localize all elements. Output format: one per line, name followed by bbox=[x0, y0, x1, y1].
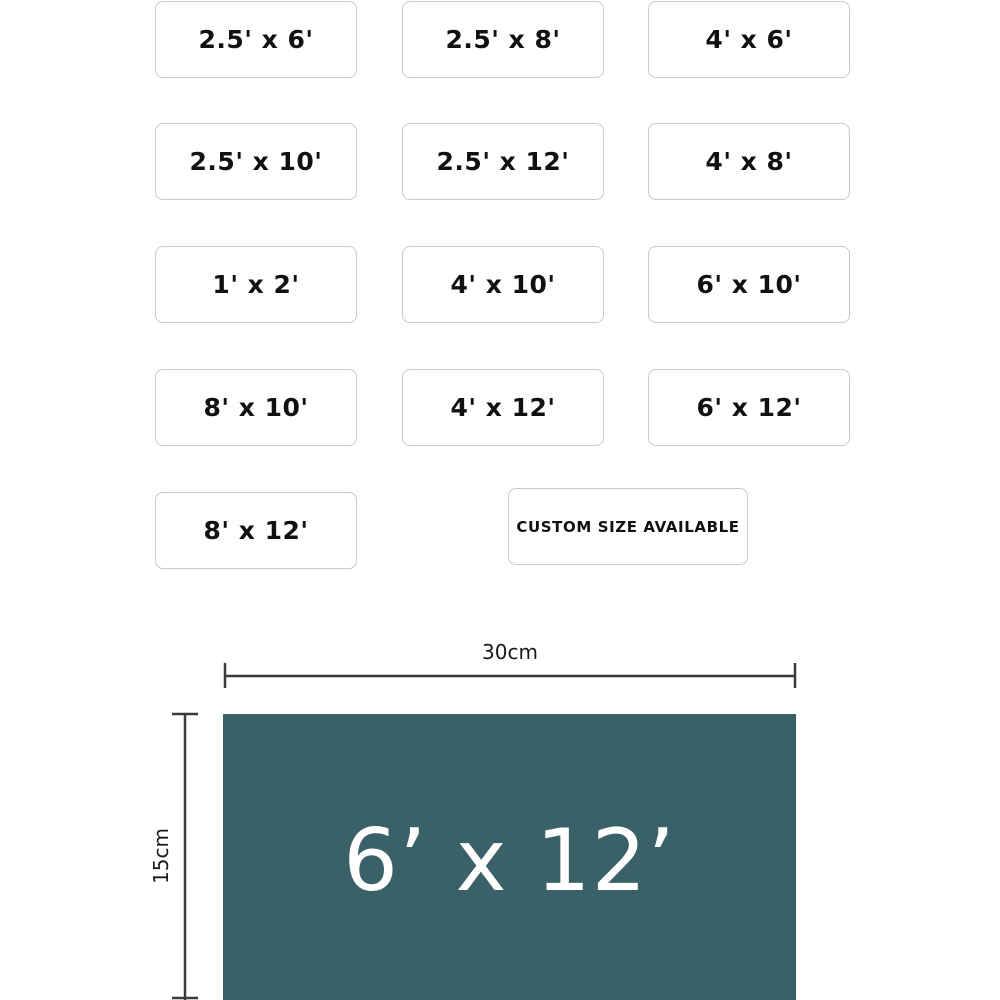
size-option-8x12[interactable]: 8' x 12' bbox=[155, 492, 357, 569]
size-option-2-5x6[interactable]: 2.5' x 6' bbox=[155, 1, 357, 78]
size-option-2-5x12[interactable]: 2.5' x 12' bbox=[402, 123, 604, 200]
size-option-1x2[interactable]: 1' x 2' bbox=[155, 246, 357, 323]
size-option-4x8[interactable]: 4' x 8' bbox=[648, 123, 850, 200]
size-option-2-5x8[interactable]: 2.5' x 8' bbox=[402, 1, 604, 78]
size-option-6x10[interactable]: 6' x 10' bbox=[648, 246, 850, 323]
size-option-4x12[interactable]: 4' x 12' bbox=[402, 369, 604, 446]
size-option-4x10[interactable]: 4' x 10' bbox=[402, 246, 604, 323]
size-option-6x12[interactable]: 6' x 12' bbox=[648, 369, 850, 446]
size-option-4x6[interactable]: 4' x 6' bbox=[648, 1, 850, 78]
height-dimension-label: 15cm bbox=[149, 828, 173, 884]
custom-size-button[interactable]: CUSTOM SIZE AVAILABLE bbox=[508, 488, 748, 565]
size-option-2-5x10[interactable]: 2.5' x 10' bbox=[155, 123, 357, 200]
size-preview-text: 6’ x 12’ bbox=[343, 811, 676, 911]
size-option-8x10[interactable]: 8' x 10' bbox=[155, 369, 357, 446]
size-preview-panel bbox=[223, 714, 796, 1000]
width-dimension-label: 30cm bbox=[482, 640, 538, 664]
